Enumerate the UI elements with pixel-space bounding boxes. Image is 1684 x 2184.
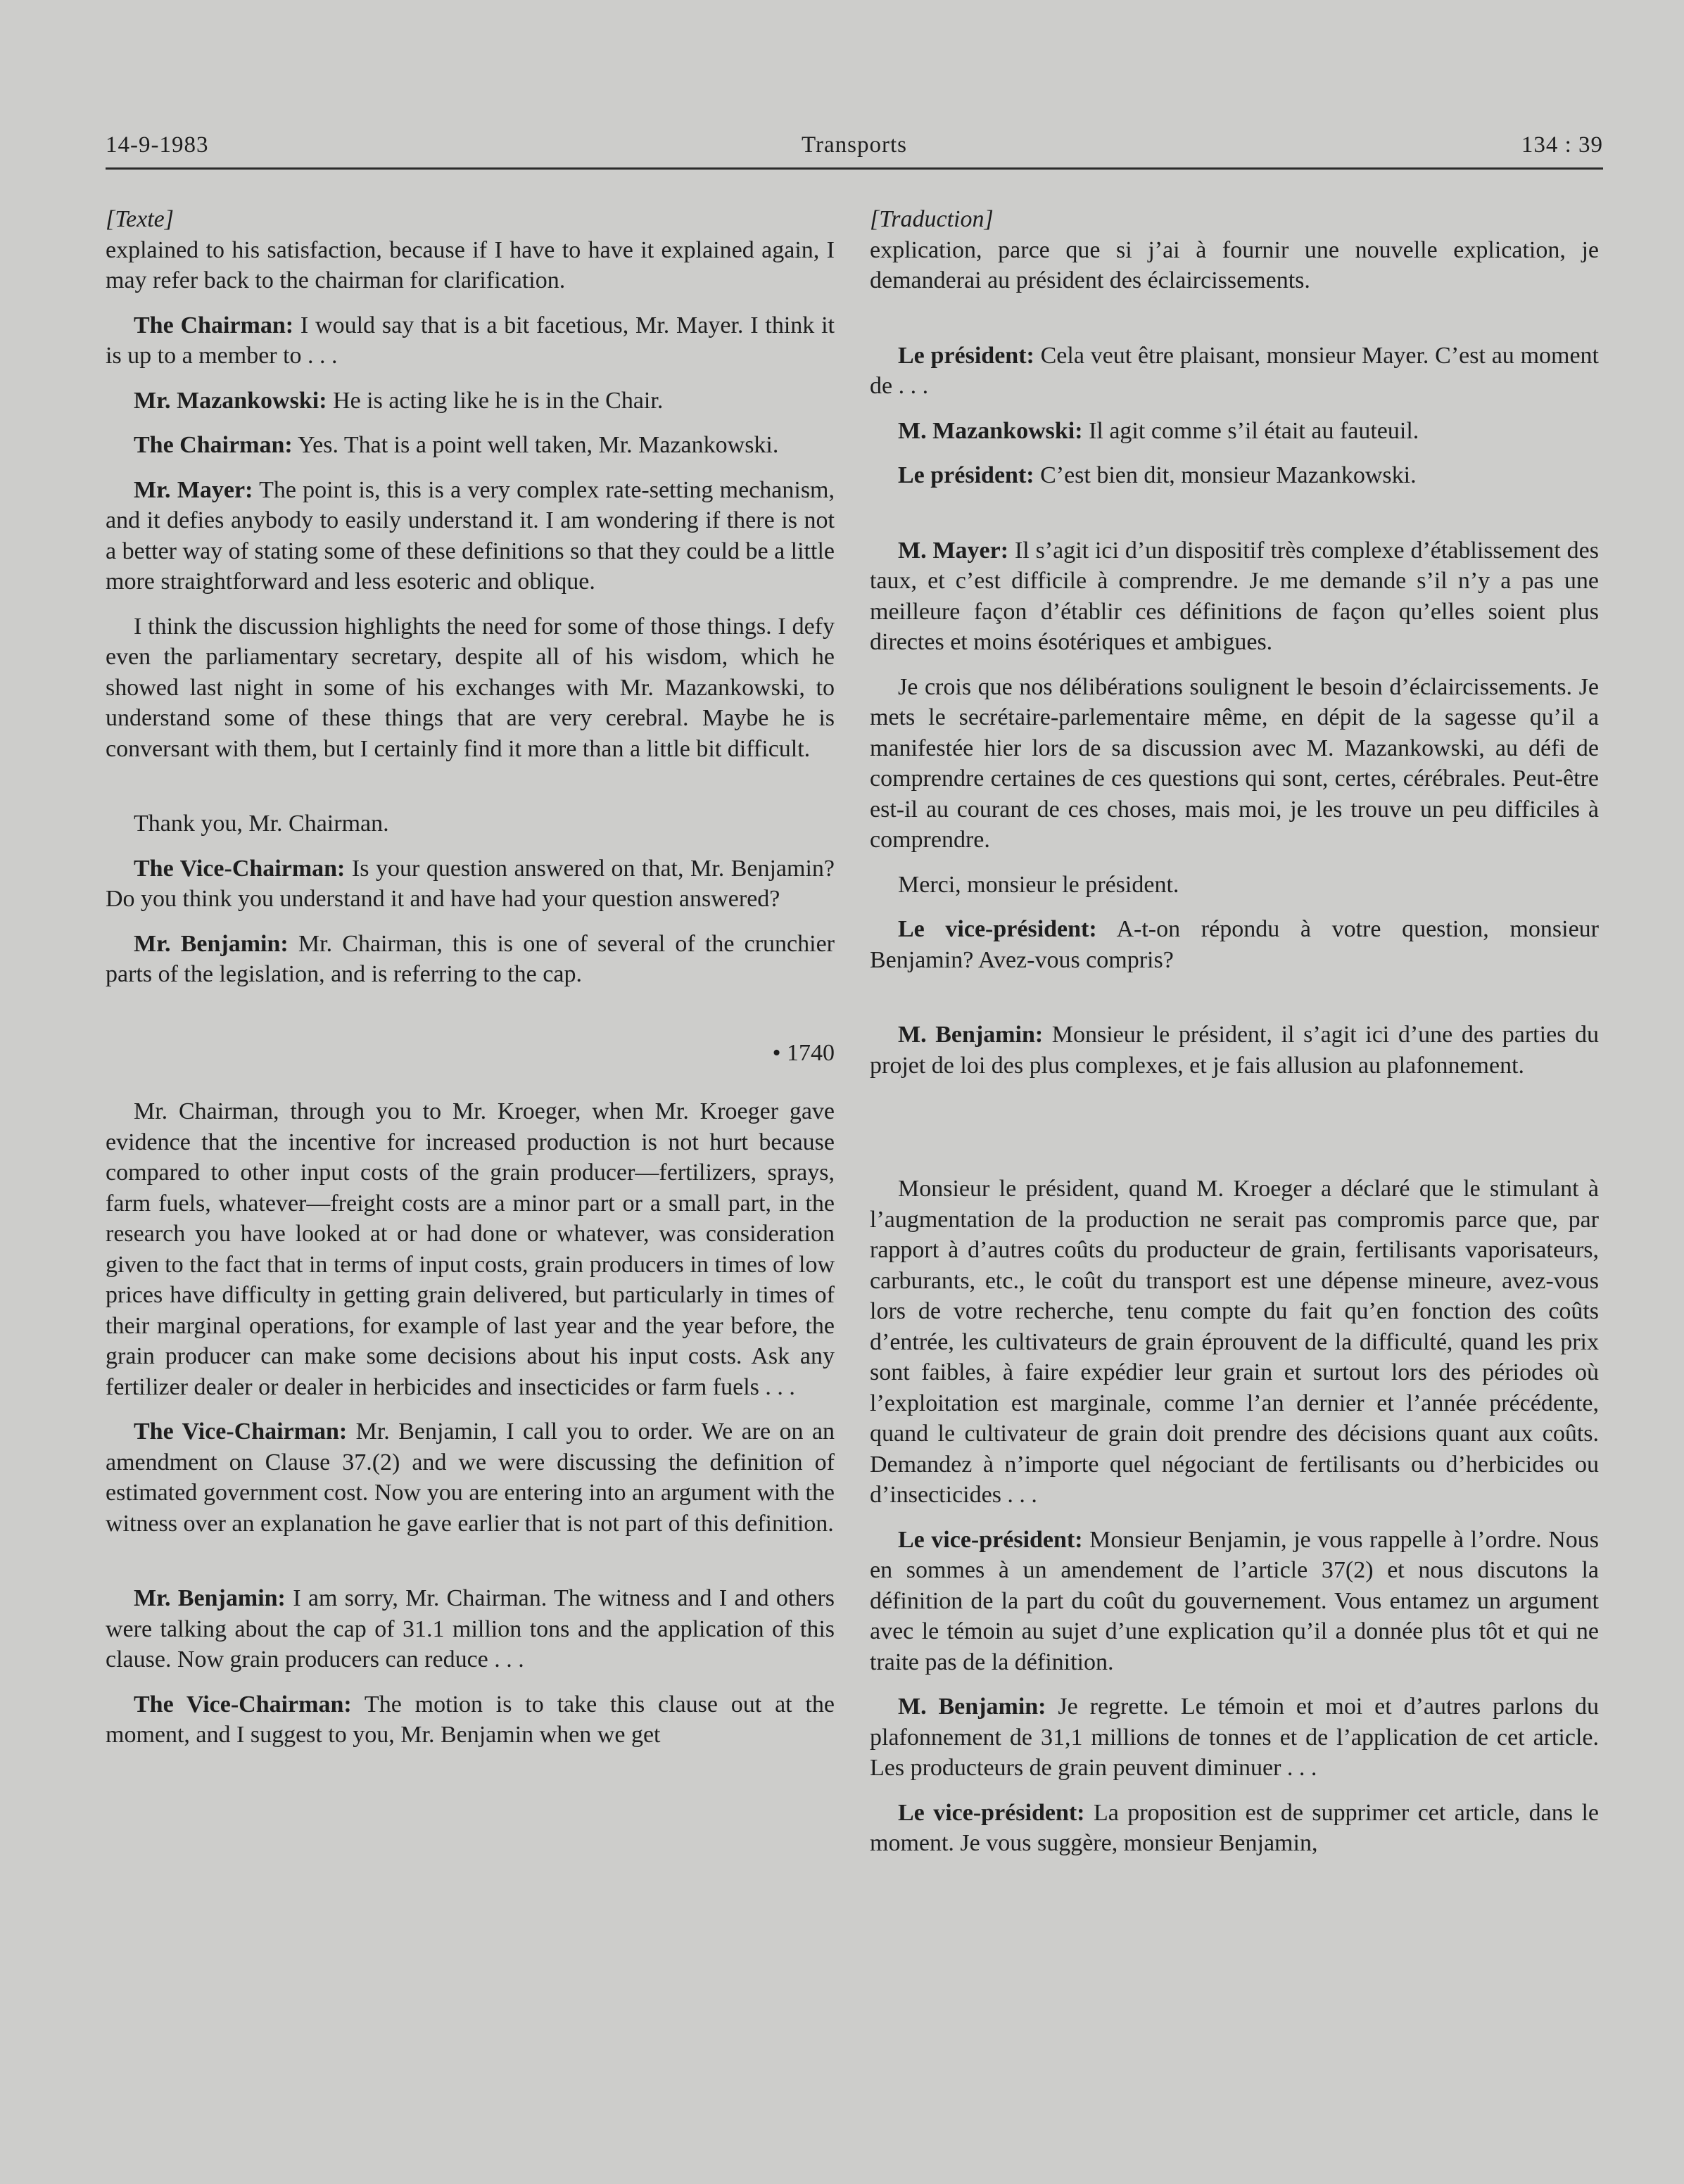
en-text-tag: [Texte] (106, 206, 174, 232)
fr-speaker: M. Benjamin: (898, 1694, 1046, 1720)
en-speaker: The Vice-Chairman: (134, 855, 346, 882)
en-paragraph: Mr. Benjamin: I am sorry, Mr. Chairman. The witness and I and others were talking about the cap of 31.1 million tons and the application of this clause. Now grain producers can reduce . . . (106, 1585, 835, 1672)
header-rule (106, 167, 1603, 170)
en-paragraph: Mr. Mayer: The point is, this is a very complex rate-setting mechanism, and it defies anybody to easily understand it. I am wondering if there is not a better way of stating some of these definitions so that they could be a little more straightforward and less esoteric and oblique. (106, 476, 835, 595)
fr-paragraph: Le vice-président: A-t-on répondu à votre question, monsieur Benjamin? Avez-vous compris? (870, 916, 1599, 973)
en-paragraph: The Chairman: I would say that is a bit facetious, Mr. Mayer. I think it is up to a member to . . . (106, 312, 835, 369)
en-speaker: The Vice-Chairman: (134, 1418, 348, 1445)
en-paragraph: The Vice-Chairman: Mr. Benjamin, I call you to order. We are on an amendment on Clause 37.(2) and we were discussing the definition of estimated government cost. Now you are entering into an argument with the witness over an explanation he gave earlier that is not part of this definition. (106, 1418, 835, 1537)
page-header (106, 127, 1603, 169)
en-paragraph: I think the discussion highlights the need for some of those things. I defy even the parliamentary secretary, despite all of his wisdom, which he showed last night in some of his exchanges with Mr. Mazankowski, to understand some of these things that are very cerebral. Maybe he is conversant with them, but I certainly find it more than a little bit difficult. (106, 613, 835, 762)
fr-paragraph: M. Mazankowski: Il agit comme s’il était au fauteuil. (898, 417, 1419, 444)
header-date: 14-9-1983 (106, 132, 209, 158)
fr-speaker: M. Mayer: (898, 537, 1009, 564)
fr-paragraph: Monsieur le président, quand M. Kroeger a déclaré que le stimulant à l’augmentation de la production ne serait pas compromis parce que, par rapport à d’autres coûts du producteur de grain, fertilisants vaporisateurs, carburants, etc., le coût du transport est une dépense mineure, avez-vous lors de votre recherche, tenu compte du fait qu’en fonction des coûts d’entrée, les cultivateurs de grain éprouvent de la difficulté, quand les prix sont faibles, à faire expédier leur grain et surtout lors des périodes où l’exploitation est marginale, comme l’an dernier et l’année précédente, quand le cultivateur de grain doit prendre des décisions quant aux coûts. Demandez à n’importe quel négociant de fertilisants ou d’herbicides ou d’insecticides . . . (870, 1176, 1599, 1508)
en-paragraph: Mr. Benjamin: Mr. Chairman, this is one of several of the crunchier parts of the legislation, and is referring to the cap. (106, 930, 835, 987)
en-paragraph: The Chairman: Yes. That is a point well taken, Mr. Mazankowski. (134, 432, 779, 458)
fr-paragraph: M. Mayer: Il s’agit ici d’un dispositif très complexe d’établissement des taux, et c’est difficile à comprendre. Je me demande s’il n’y a pas une meilleure façon d’établir ces définitions de façon qu’elles soient plus directes et moins ésotériques et ambigues. (870, 537, 1600, 655)
time-marker: • 1740 (772, 1039, 835, 1066)
en-paragraph: Mr. Chairman, through you to Mr. Kroeger, when Mr. Kroeger gave evidence that the incentive for increased production is not hurt because compared to other input costs of the grain producer—fertilizers, sprays, farm fuels, whatever—freight costs are a minor part or a small part, in the research you have looked at or had done or whatever, was consideration given to the fact that in terms of input costs, grain producers in times of low prices have difficulty in getting grain delivered, but particularly in times of their marginal operations, for example of last year and the year before, the grain producer can make some decisions about his input costs. Ask any fertilizer dealer or dealer in herbicides and insecticides or farm fuels . . . (106, 1098, 835, 1400)
en-speaker: The Chairman: (134, 312, 294, 338)
fr-speaker: Le vice-président: (898, 1799, 1085, 1826)
fr-speaker: Le vice-président: (898, 1526, 1083, 1553)
fr-speaker: M. Mazankowski: (898, 417, 1083, 444)
en-speaker: Mr. Benjamin: (134, 930, 289, 957)
fr-speaker: Le vice-président: (898, 916, 1097, 942)
header-title: Transports (802, 132, 907, 158)
en-paragraph: The Vice-Chairman: Is your question answered on that, Mr. Benjamin? Do you think you understand it and have had your question answered? (106, 855, 835, 912)
fr-translation-tag: [Traduction] (870, 206, 994, 232)
fr-paragraph: Je crois que nos délibérations soulignent le besoin d’éclaircissements. Je mets le secrétaire-parlementaire même, en dépit de la sagesse qu’il a manifestée hier lors de sa discussion avec M. Mazankowski, au défi de comprendre certaines de ces questions qui sont, certes, cérébrales. Peut-être est-il au courant de ces choses, mais moi, je les trouve un peu difficiles à comprendre. (870, 673, 1599, 853)
en-paragraph: Mr. Mazankowski: He is acting like he is in the Chair. (134, 387, 664, 414)
en-paragraph: explained to his satisfaction, because if I have to have it explained again, I may refer back to the chairman for clarification. (106, 236, 835, 293)
fr-speaker: M. Benjamin: (898, 1022, 1044, 1048)
english-column (106, 204, 835, 1751)
en-speaker: The Chairman: (134, 432, 293, 458)
en-paragraph: Thank you, Mr. Chairman. (134, 811, 389, 837)
en-speaker: Mr. Mayer: (134, 476, 253, 503)
fr-paragraph: M. Benjamin: Monsieur le président, il s’agit ici d’une des parties du projet de loi des plus complexes, et je fais allusion au plafonnement. (870, 1022, 1600, 1079)
fr-paragraph: Merci, monsieur le président. (898, 871, 1179, 898)
fr-speaker: Le président: (898, 342, 1034, 369)
fr-speaker: Le président: (898, 462, 1034, 488)
french-column (870, 204, 1599, 1859)
header-page-number: 134 : 39 (1521, 132, 1603, 158)
en-paragraph: The Vice-Chairman: The motion is to take this clause out at the moment, and I suggest to you, Mr. Benjamin when we get (106, 1691, 835, 1748)
fr-paragraph: Le vice-président: La proposition est de supprimer cet article, dans le moment. Je vous suggère, monsieur Benjamin, (870, 1799, 1599, 1856)
fr-paragraph: Le président: Cela veut être plaisant, monsieur Mayer. C’est au moment de . . . (870, 342, 1599, 399)
fr-paragraph: Le vice-président: Monsieur Benjamin, je vous rappelle à l’ordre. Nous en sommes à un amendement de l’article 37(2) et nous discutons la définition de la part du coût du gouvernement. Vous entamez un argument avec le témoin au sujet d’une explication qu’il a donnée plus tôt et qui ne traite pas de la définition. (870, 1526, 1599, 1675)
fr-paragraph: M. Benjamin: Je regrette. Le témoin et moi et d’autres parlons du plafonnement de 31,1 millions de tonnes et de l’application de cet article. Les producteurs de grain peuvent diminuer . . . (870, 1694, 1600, 1781)
fr-paragraph: Le président: C’est bien dit, monsieur Mazankowski. (898, 462, 1417, 488)
en-speaker: Mr. Benjamin: (134, 1585, 286, 1611)
fr-paragraph: explication, parce que si j’ai à fournir une nouvelle explication, je demanderai au président des éclaircissements. (870, 236, 1599, 293)
en-speaker: The Vice-Chairman: (134, 1691, 352, 1718)
en-speaker: Mr. Mazankowski: (134, 387, 327, 414)
